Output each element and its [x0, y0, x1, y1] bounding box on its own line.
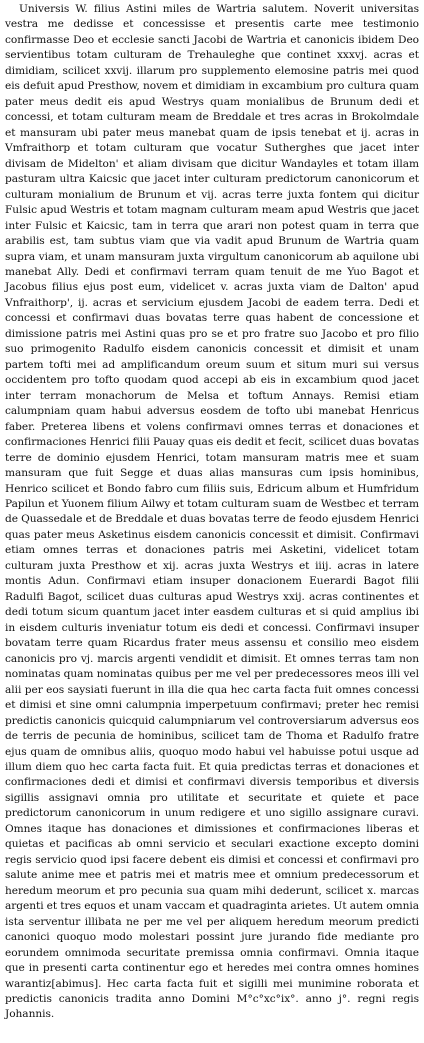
charter-body-text: Universis W. filius Astini miles de Wartria salutem. Noverit universitas vestra me dedisse et concessisse et presentis carte mee testimonio confirmasse Deo et ecclesie sancti Jacobi de Wartria et canonicis ibidem Deo servientibus totam culturam de Trehauleghe que continet xxxvj. acras et dimidiam, scilicet xxvij. illarum pro supplemento elemosine patris mei quod eis defuit apud Presthow, novem et dimidiam in excambium pro cultura quam pater meus dedit eis apud Westrys quam monialibus de Brunum dedi et concessi, et totam culturam meam de Breddale et tres acras in Brokolmdale et mansuram ubi pater meus manebat quam de ipsis tenebat et ij. acras in Vmfraithorp et totam culturam que vocatur Sutherghes que jacet inter divisam de Midelton' et aliam divisam que dicitur Wandayles et totam illam pasturam ultra Kaicsic que jacet inter culturam predictorum canonicorum et culturam monialium de Brunum et vij. acras terre juxta fontem qui dicitur Fulsic apud Westris et totam magnam culturam meam apud Westris que jacet inter Fulsic et Kaicsic, tam in terra que arari non potest quam in terra que arabilis est, tam subtus viam que via vadit apud Brunum de Wartria quam supra viam, et unam mansuram juxta virgultum canonicorum ab aquilone ubi manebat Ally. Dedi et confirmavi terram quam tenuit de me Yuo Bagot et Jacobus filius ejus post eum, videlicet v. acras juxta viam de Dalton' apud Vnfraithorp', ij. acras et servicium ejusdem Jacobi de eadem terra. Dedi et concessi et confirmavi duas bovatas terre quas habent de concessione et dimissione patris mei Astini quas pro se et pro fratre suo Jacobo et pro filio suo primogenito Radulfo eisdem canonicis concessit et dimisit et unam partem tofti mei ad amplificandum oreum suum et situm muri sui versus occidentem pro tofto quodam quod accepi ab eis in excambium quod jacet inter terram monachorum de Melsa et toftum Annays. Remisi etiam calumpniam quam habui adversus eosdem de tofto ubi manebat Henricus faber. Preterea libens et volens confirmavi omnes terras et donaciones et confirmaciones Henrici filii Pauay quas eis dedit et fecit, scilicet duas bovatas terre de dominio ejusdem Henrici, totam mansuram matris mee et suam mansuram que fuit Segge et duas alias mansuras cum ipsis hominibus, Henrico scilicet et Bondo fabro cum filiis suis, Edricum album et Humfridum Papilun et Yuonem filium Ailwy et totam culturam suam de Westbec et terram de Quassedale et de Breddale et duas bovatas terre de feodo ejusdem Henrici quas pater meus Asketinus eisdem canonicis concessit et dimisit. Confirmavi etiam omnes terras et donaciones patris mei Asketini, videlicet totam culturam juxta Presthow et xij. acras juxta Westrys et iiij. acras in latere montis Adun. Confirmavi etiam insuper donacionem Euerardi Bagot filii Radulfi Bagot, scilicet duas culturas apud Westrys xxij. acras continentes et dedi totum sicum quantum jacet inter easdem culturas et si quid amplius ibi in eisdem culturis inveniatur totum eis dedi et concessi. Confirmavi insuper bovatam terre quam Ricardus frater meus assensu et consilio meo eisdem canonicis pro vj. marcis argenti vendidit et dimisit. Et omnes terras tam non nominatas quam nominatas quibus per me vel per predecessores meos illi vel alii per eos saysiati fuerunt in illa die qua hec carta facta fuit omnes concessi et dimisi et sine omni calumpnia imperpetuum confirmavi; preter hec remisi predictis canonicis quicquid calumpniarum vel controversiarum adversus eos de terris de pecunia de hominibus, scilicet tam de Thoma et Radulfo fratre ejus quam de omnibus aliis, quoquo modo habui vel habuisse potui usque ad illum diem quo hec carta facta fuit. Et quia predictas terras et donaciones et confirmaciones dedi et dimisi et confirmavi diversis temporibus et diversis sigillis assignavi omnia pro utilitate et securitate et quiete et pace predictorum canonicorum in unum redigere et uno sigillo assignare curavi. Omnes itaque has donaciones et dimissiones et confirmaciones liberas et quietas et pacificas ab omni servicio et seculari exactione excepto domini regis servicio quod ipsi facere debent eis dimisi et concessi et confirmavi pro salute anime mee et patris mei et matris mee et omnium predecessorum et heredum meorum et pro pecunia sua quam mihi dederunt, scilicet x. marcas argenti et tres equos et unam vaccam et quadraginta arietes. Ut autem omnia ista serventur illibata ne per me vel per aliquem heredum meorum predicti canonici quoquo modo molestari possint jure jurando fide mediante pro eorundem omnimoda securitate premissa omnia confirmavi. Omnia itaque que in presenti carta continentur ego et heredes mei contra omnes homines warantiz[abimus]. Hec carta facta fuit et sigilli mei munimine roborata et predictis canonicis tradita anno Domini M°c°xc°ix°. anno j°. regni regis Johannis.	[5, 3, 419, 1021]
